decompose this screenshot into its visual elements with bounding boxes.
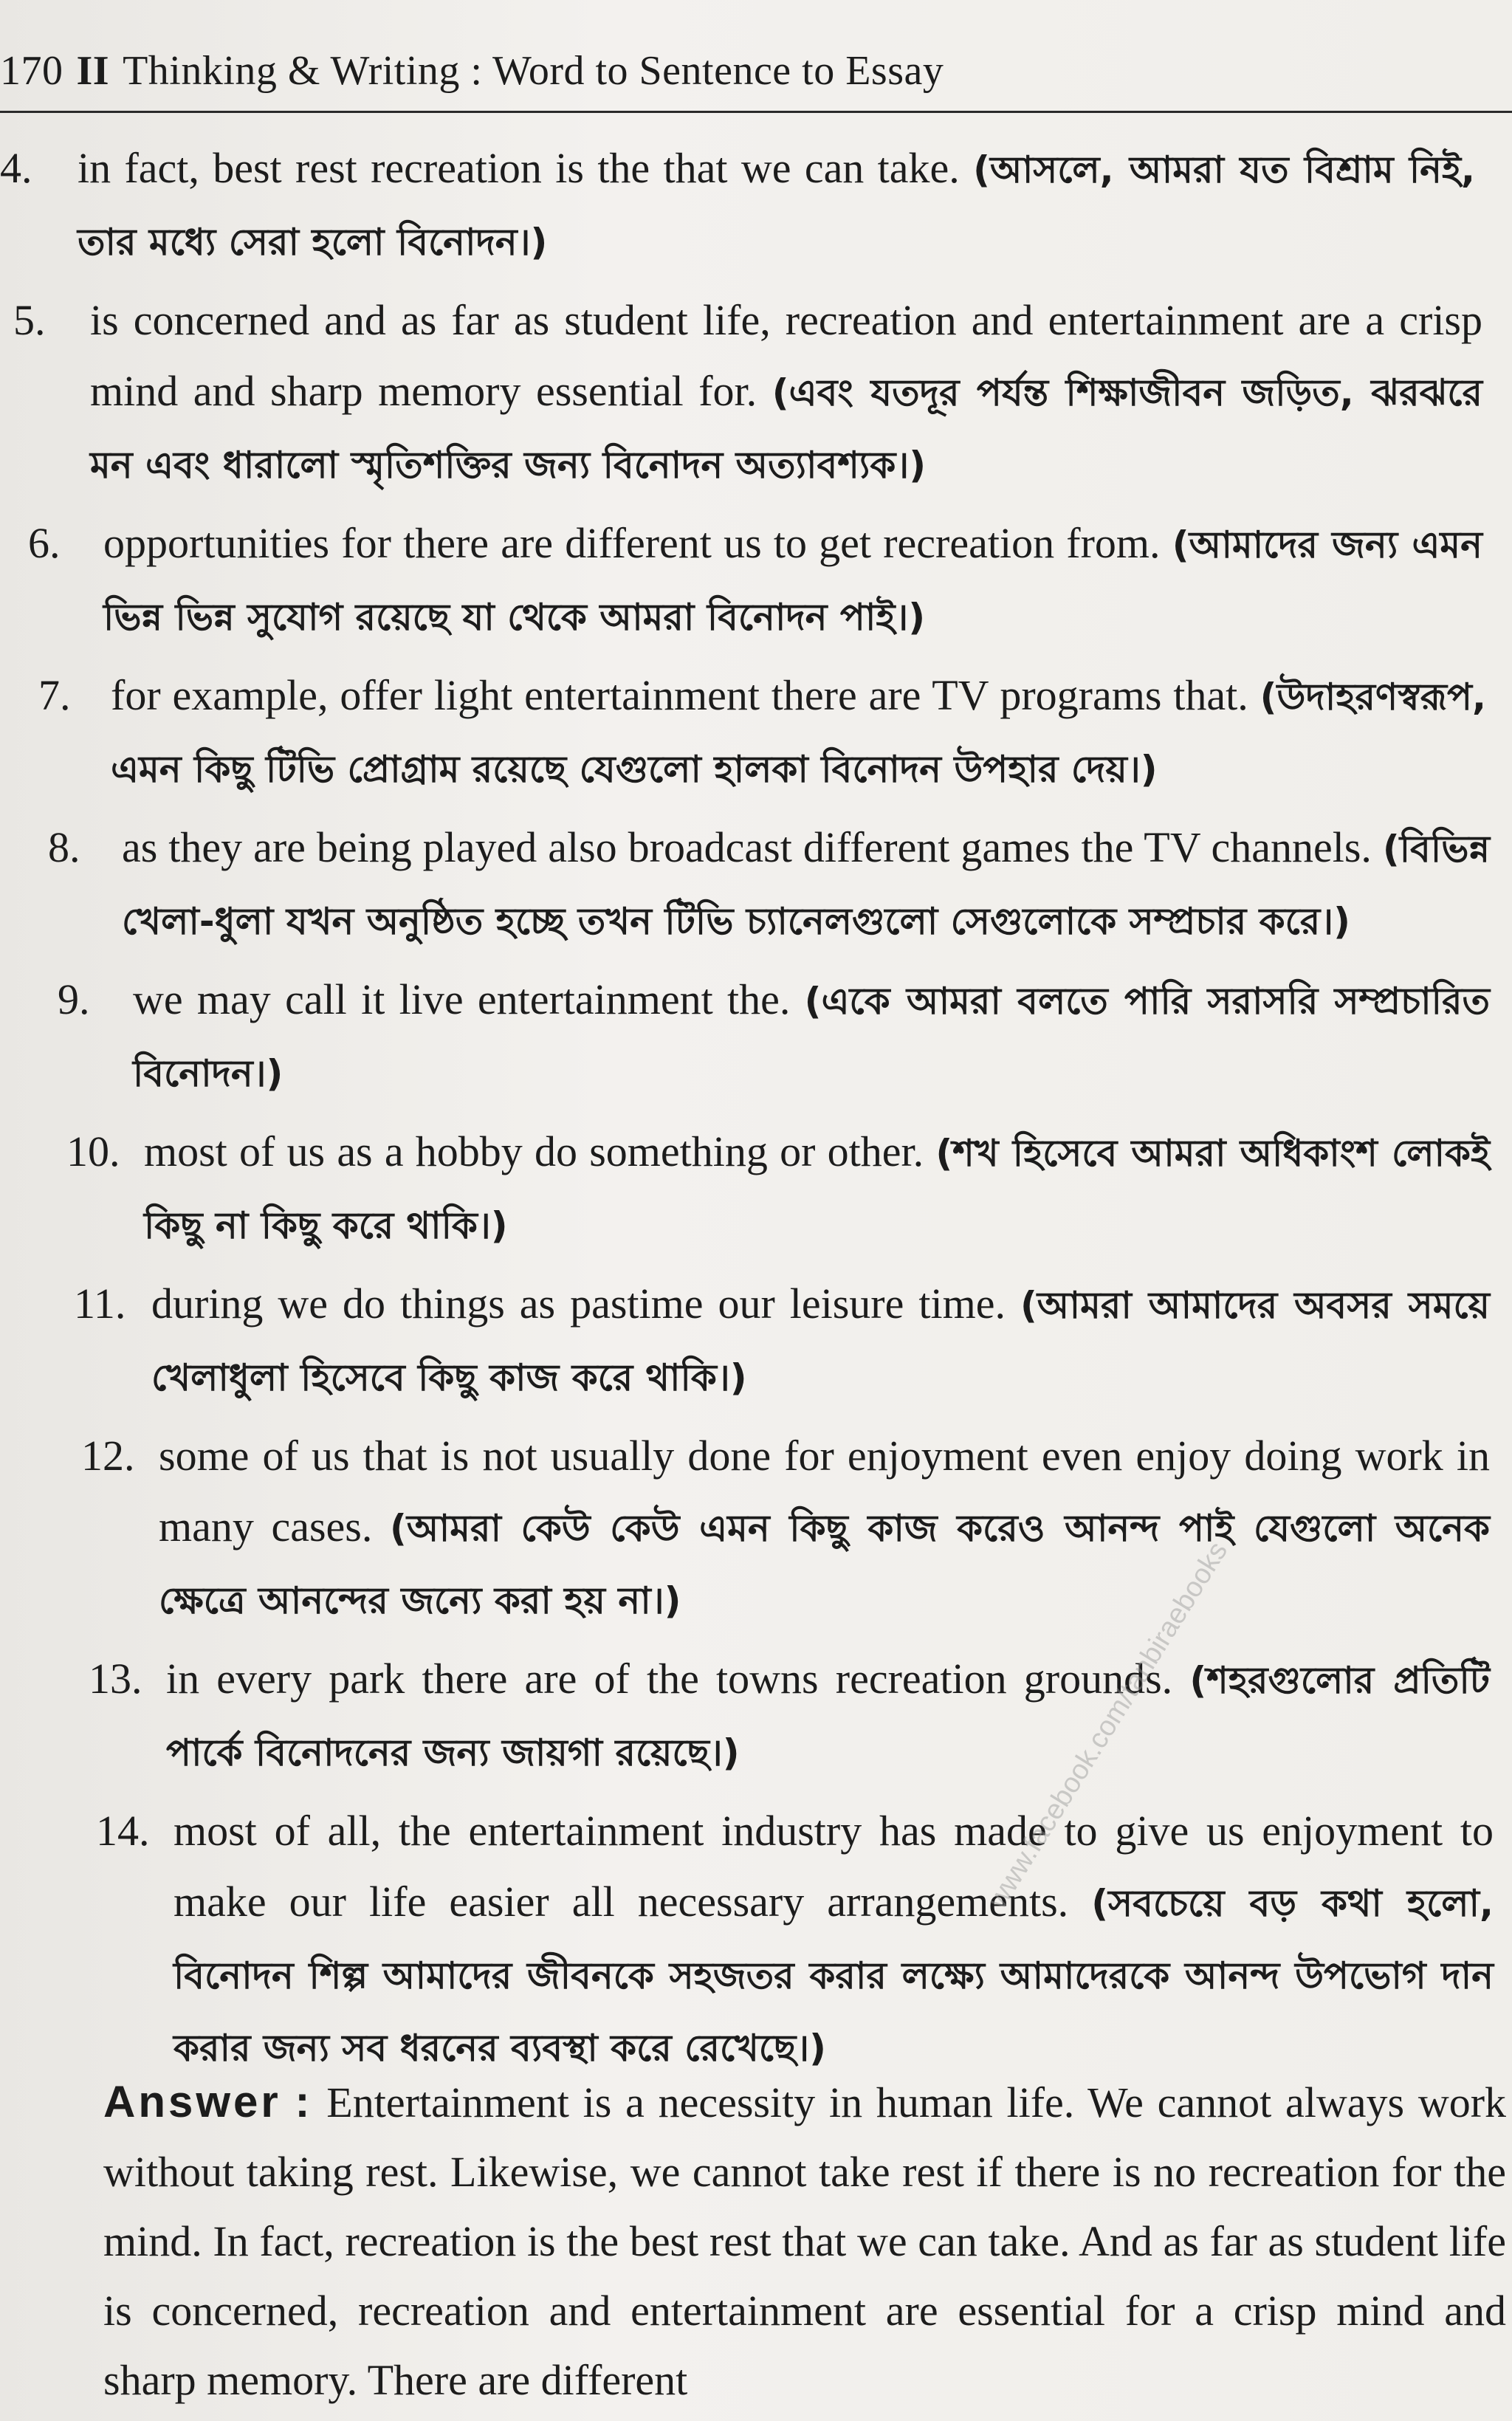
item-number: 6. (28, 519, 61, 567)
item-bengali: (উদাহরণস্বরূপ, এমন কিছু টিভি প্রোগ্রাম রয়েছে যেগুলো হালকা বিনোদন উপহার দেয়।) (111, 676, 1486, 791)
exercise-item (0, 964, 1512, 1109)
item-english: some of us that is not usually done for enjoyment even enjoy doing work in many cases. (159, 1432, 1490, 1551)
item-bengali: (একে আমরা বলতে পারি সরাসরি সম্প্রচারিত বিনোদন।) (133, 980, 1490, 1095)
item-bengali: (আমরা আমাদের অবসর সময়ে খেলাধুলা হিসেবে কিছু কাজ করে থাকি।) (151, 1284, 1490, 1399)
answer-paragraph (103, 2067, 1506, 2415)
item-number: 7. (38, 671, 71, 719)
item-bengali: (শখ হিসেবে আমরা অধিকাংশ লোকই কিছু না কিছু করে থাকি।) (144, 1132, 1491, 1247)
header-rule (0, 111, 1512, 113)
exercise-item (0, 285, 1512, 501)
item-number: 5. (13, 296, 46, 344)
item-number: 12. (81, 1432, 135, 1480)
item-english: as they are being played also broadcast different games the TV channels. (122, 823, 1372, 871)
running-header (0, 47, 1034, 95)
item-bengali: (আমরা কেউ কেউ এমন কিছু কাজ করেও আনন্দ পাই যেগুলো অনেক ক্ষেত্রে আনন্দের জন্যে করা হয় না।) (159, 1507, 1491, 1622)
exercise-item (0, 1421, 1512, 1636)
item-number: 9. (58, 975, 90, 1023)
item-english: opportunities for there are different us to get recreation from. (103, 519, 1161, 567)
item-number: 13. (89, 1655, 142, 1703)
item-bengali: (আসলে, আমরা যত বিশ্রাম নিই, তার মধ্যে সেরা হলো বিনোদন।) (78, 148, 1475, 264)
answer-label: Answer (103, 2077, 281, 2126)
answer-colon: : (295, 2077, 313, 2126)
item-english: during we do things as pastime our leisure time. (151, 1280, 1006, 1328)
answer-text: Entertainment is a necessity in human life. We cannot always work without taking rest. Likewise, we cannot take rest if there is no recreation for the mind. In fact, recreation is the best rest that we can take. And as far as student life is concerned, recreation and entertainment are essential for a crisp mind and sharp memory. There are different (103, 2078, 1507, 2404)
exercise-item (0, 1796, 1512, 2084)
watermark: www.facebook.com/tanbiraebooks (982, 1536, 1234, 1915)
exercise-item (0, 1116, 1512, 1261)
book-title: Thinking & Writing : Word to Sentence to Essay (123, 48, 944, 94)
item-bengali: (শহরগুলোর প্রতিটি পার্কে বিনোদনের জন্য জায়গা রয়েছে।) (166, 1659, 1490, 1774)
item-number: 8. (48, 823, 80, 871)
item-bengali: (সবচেয়ে বড় কথা হলো, বিনোদন শিল্প আমাদের জীবনকে সহজতর করার লক্ষ্যে আমাদেরকে আনন্দ উপভোগ দান করার জন্য সব ধরনের ব্যবস্থা করে রেখেছে।) (173, 1882, 1494, 2070)
item-number: 11. (74, 1280, 126, 1328)
exercise-item (0, 1268, 1512, 1413)
exercise-list (0, 133, 1512, 2091)
item-english: most of us as a hobby do something or other. (144, 1127, 924, 1175)
item-number: 10. (66, 1127, 120, 1175)
item-bengali: (আমাদের জন্য এমন ভিন্ন ভিন্ন সুযোগ রয়েছে যা থেকে আমরা বিনোদন পাই।) (103, 523, 1482, 639)
exercise-item (0, 133, 1512, 278)
item-number: 14. (96, 1807, 150, 1855)
exercise-item (0, 660, 1512, 805)
item-bengali: (এবং যতদূর পর্যন্ত শিক্ষাজীবন জড়িত, ঝরঝরে মন এবং ধারালো স্মৃতিশক্তির জন্য বিনোদন অত্যাবশ্যক।) (90, 371, 1483, 487)
item-english: most of all, the entertainment industry has made to give us enjoyment to make our life easier all necessary arrangements. (173, 1807, 1494, 1926)
header-separator: II (76, 48, 110, 94)
exercise-item (0, 812, 1512, 957)
item-english: in every park there are of the towns recreation grounds. (166, 1655, 1173, 1703)
item-bengali: (বিভিন্ন খেলা-ধুলা যখন অনুষ্ঠিত হচ্ছে তখন টিভি চ্যানেলগুলো সেগুলোকে সম্প্রচার করে।) (122, 828, 1490, 943)
exercise-item (0, 508, 1512, 653)
item-english: we may call it live entertainment the. (133, 975, 791, 1023)
item-english: for example, offer light entertainment there are TV programs that. (111, 671, 1248, 719)
item-english: in fact, best rest recreation is the that we can take. (78, 144, 960, 192)
page-number: 170 (0, 48, 63, 94)
item-english: is concerned and as far as student life, recreation and entertainment are a crisp mind and sharp memory essential for. (90, 296, 1482, 415)
item-number: 4. (0, 144, 32, 192)
exercise-item (0, 1644, 1512, 1788)
